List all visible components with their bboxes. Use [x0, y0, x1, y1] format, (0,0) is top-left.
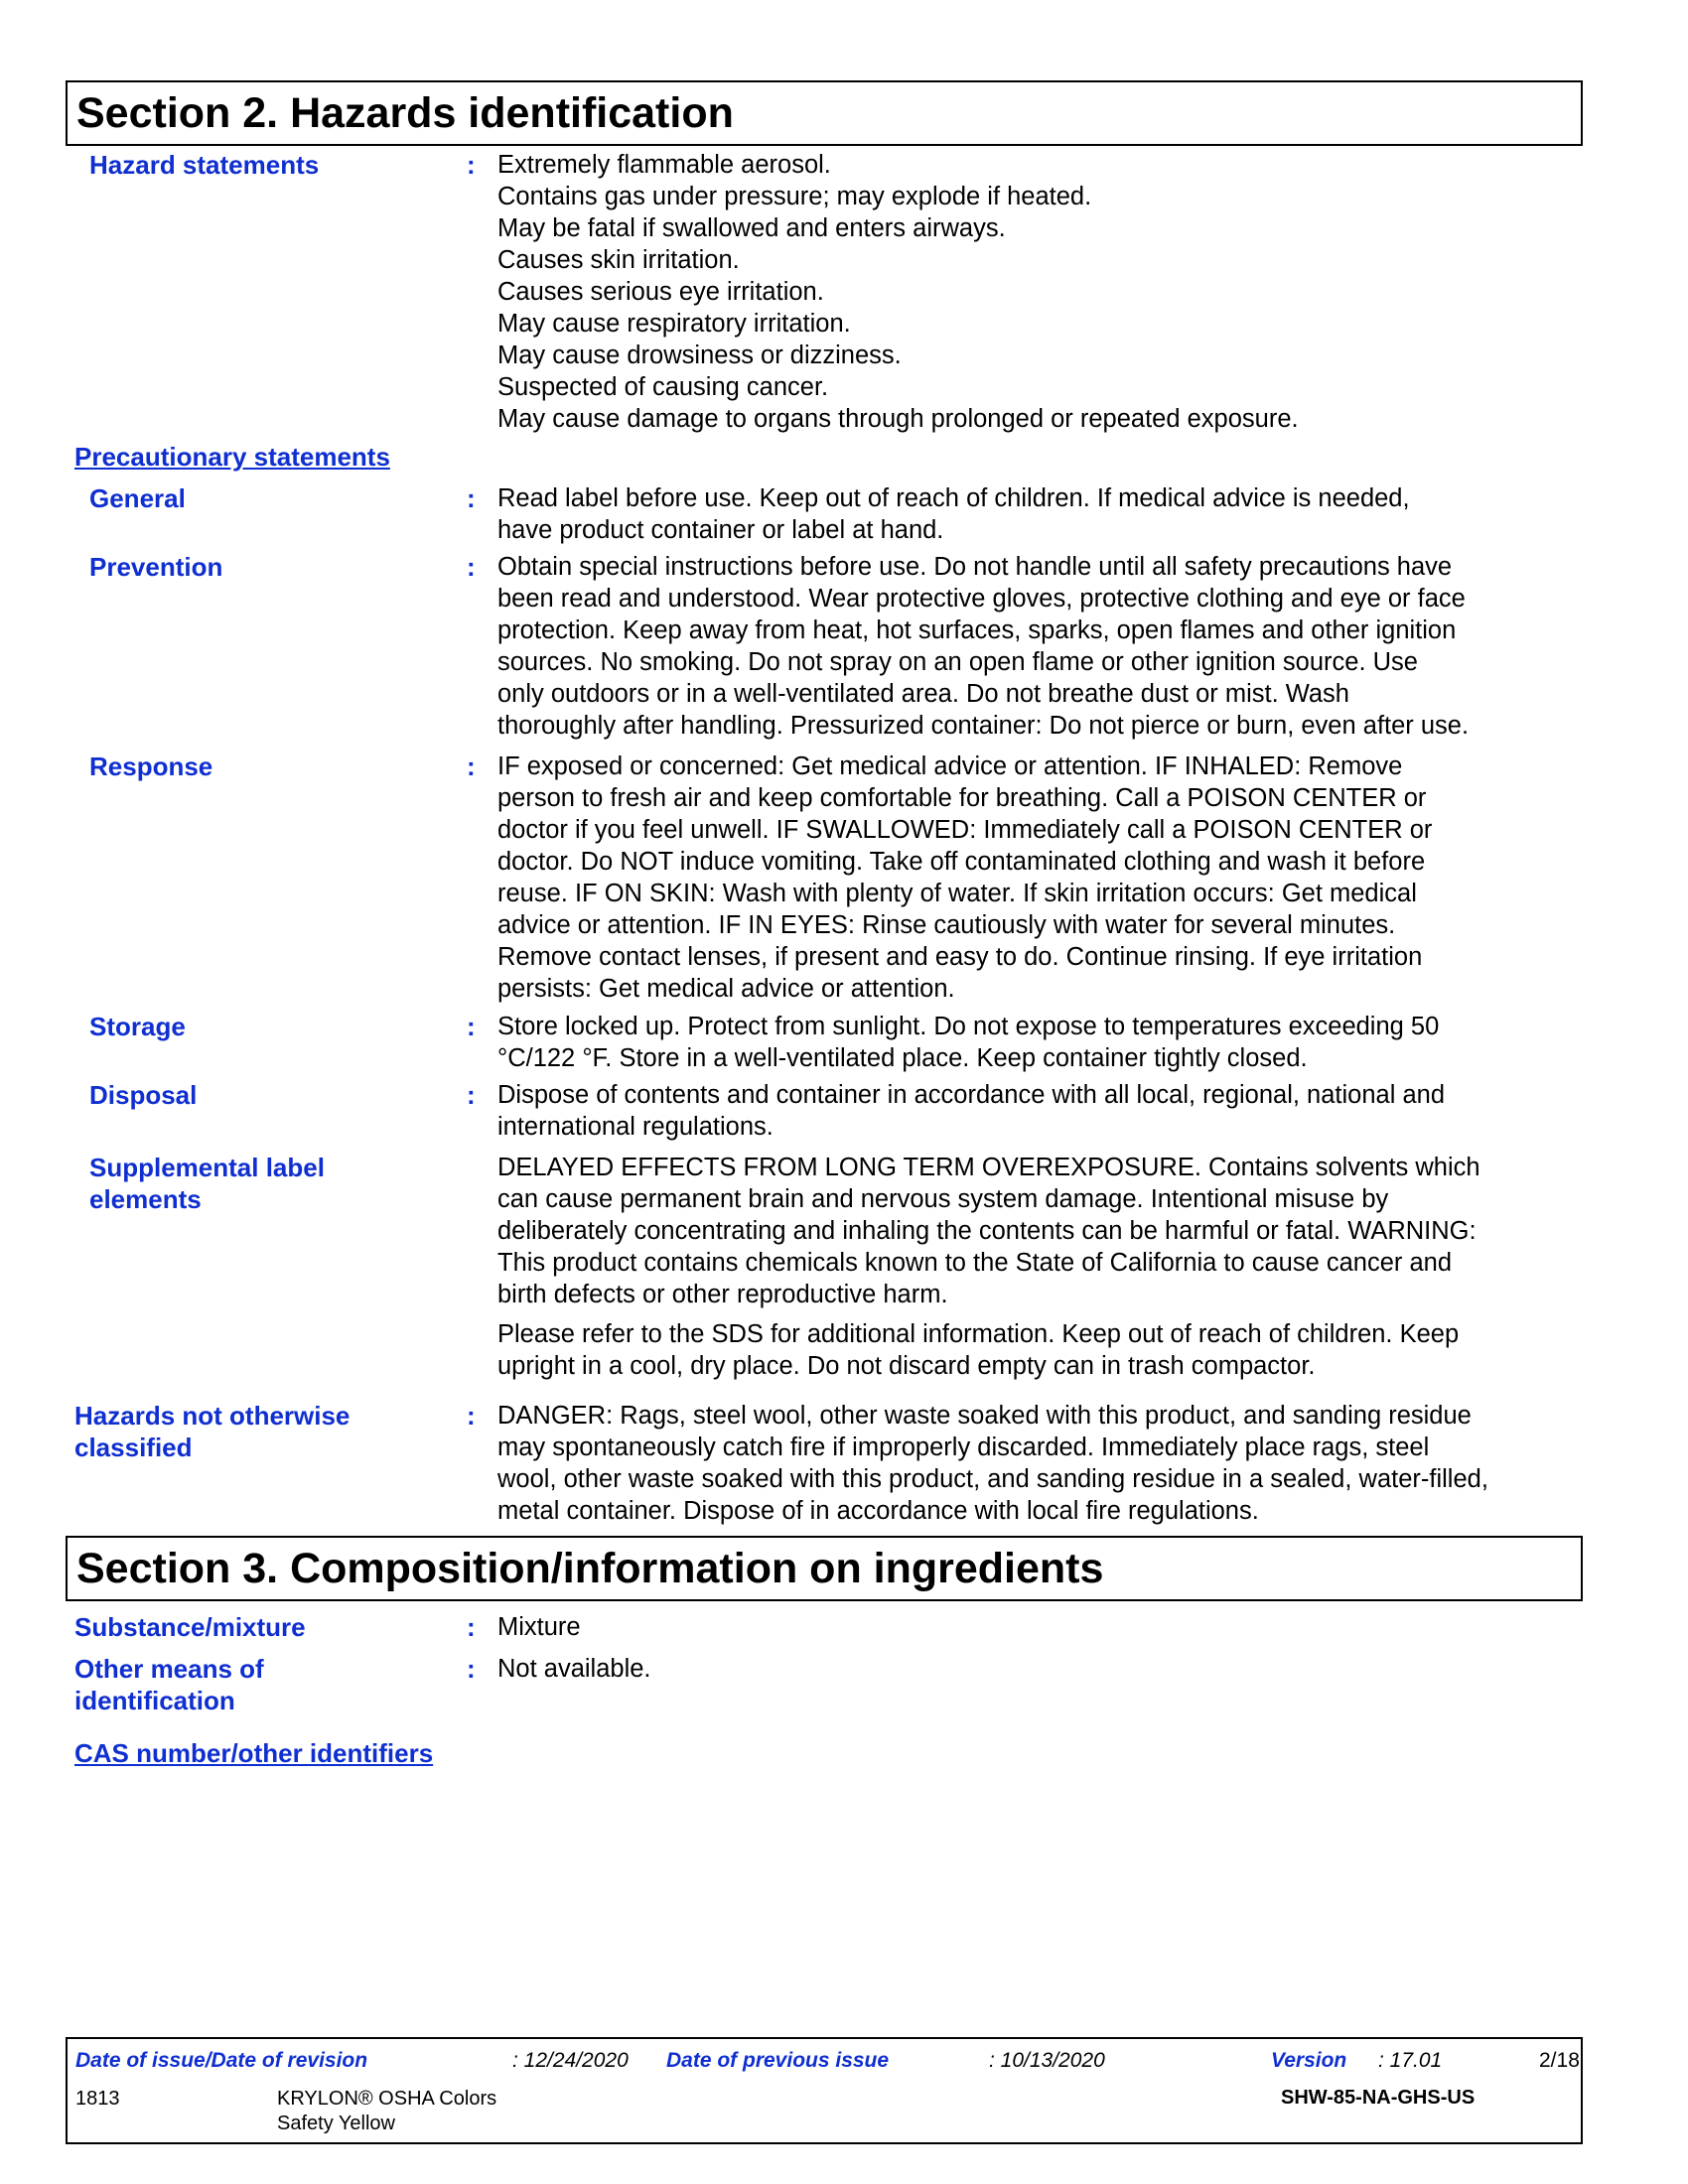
- colon: :: [467, 1012, 476, 1041]
- response-line: reuse. IF ON SKIN: Wash with plenty of water. If skin irritation occurs: Get medical: [497, 880, 1417, 907]
- prevention-label: Prevention: [89, 552, 223, 582]
- substance-value: Mixture: [497, 1613, 581, 1641]
- supplemental-label-line: Supplemental label: [89, 1153, 325, 1182]
- section-3-title: Section 3. Composition/information on ingredients: [66, 1536, 1583, 1601]
- response-line: Remove contact lenses, if present and easy to do. Continue rinsing. If eye irritation: [497, 943, 1423, 971]
- response-line: persists: Get medical advice or attention.: [497, 975, 955, 1003]
- hazard-statements-label: Hazard statements: [89, 150, 320, 180]
- prevention-line: protection. Keep away from heat, hot surfaces, sparks, open flames and other ignition: [497, 616, 1457, 644]
- other-means-label-line: Other means of: [74, 1654, 264, 1684]
- prevention-line: Obtain special instructions before use. Do not handle until all safety precautions have: [497, 553, 1453, 581]
- supplemental-line: upright in a cool, dry place. Do not discard empty can in trash compactor.: [497, 1352, 1316, 1380]
- hnoc-line: wool, other waste soaked with this product, and sanding residue in a sealed, water-filled,: [497, 1465, 1488, 1493]
- substance-label: Substance/mixture: [74, 1612, 306, 1642]
- colon: :: [467, 1612, 476, 1642]
- colon: :: [467, 1654, 476, 1684]
- hazard-line: Contains gas under pressure; may explode if heated.: [497, 183, 1092, 210]
- general-line: have product container or label at hand.: [497, 516, 944, 544]
- hazard-line: Suspected of causing cancer.: [497, 373, 829, 401]
- precautionary-statements-heading[interactable]: Precautionary statements: [74, 442, 390, 472]
- supplemental-line: DELAYED EFFECTS FROM LONG TERM OVEREXPOSURE. Contains solvents which: [497, 1154, 1480, 1181]
- hazard-line: Extremely flammable aerosol.: [497, 151, 831, 179]
- colon: :: [467, 1401, 476, 1431]
- supplemental-line: deliberately concentrating and inhaling the contents can be harmful or fatal. WARNING:: [497, 1217, 1477, 1245]
- response-value: [497, 751, 1590, 1005]
- product-name-line: Safety Yellow: [277, 2113, 395, 2134]
- cas-heading[interactable]: CAS number/other identifiers: [74, 1738, 434, 1768]
- general-label: General: [89, 483, 186, 513]
- response-line: advice or attention. IF IN EYES: Rinse cautiously with water for several minutes.: [497, 911, 1396, 939]
- product-name-line: KRYLON® OSHA Colors: [277, 2088, 497, 2110]
- supplemental-line: birth defects or other reproductive harm.: [497, 1281, 948, 1308]
- other-means-label-line: identification: [74, 1686, 235, 1715]
- supplemental-line: This product contains chemicals known to the State of California to cause cancer and: [497, 1249, 1453, 1277]
- hnoc-line: metal container. Dispose of in accordance with local fire regulations.: [497, 1497, 1259, 1525]
- colon: :: [467, 751, 476, 781]
- disposal-line: international regulations.: [497, 1113, 774, 1141]
- response-line: doctor. Do NOT induce vomiting. Take off contaminated clothing and wash it before: [497, 848, 1426, 876]
- disposal-value: [497, 1079, 1590, 1143]
- hazard-line: Causes serious eye irritation.: [497, 278, 824, 306]
- prevention-line: only outdoors or in a well-ventilated area. Do not breathe dust or mist. Wash: [497, 680, 1349, 708]
- hnoc-line: may spontaneously catch fire if improperly discarded. Immediately place rags, steel: [497, 1433, 1430, 1461]
- general-value: [497, 482, 1590, 546]
- colon: :: [467, 483, 476, 513]
- storage-value: [497, 1011, 1590, 1074]
- disposal-line: Dispose of contents and container in accordance with all local, regional, national and: [497, 1081, 1446, 1109]
- response-label: Response: [89, 751, 213, 781]
- prevention-line: thoroughly after handling. Pressurized container: Do not pierce or burn, even after use.: [497, 712, 1470, 740]
- general-line: Read label before use. Keep out of reach of children. If medical advice is needed,: [497, 484, 1410, 512]
- hnoc-line: DANGER: Rags, steel wool, other waste soaked with this product, and sanding residue: [497, 1402, 1472, 1430]
- supplemental-value: [497, 1152, 1590, 1382]
- supplemental-line: Please refer to the SDS for additional information. Keep out of reach of children. Keep: [497, 1320, 1460, 1348]
- colon: :: [467, 1080, 476, 1110]
- page-footer: [66, 2037, 1583, 2144]
- prevention-line: been read and understood. Wear protective gloves, protective clothing and eye or face: [497, 585, 1466, 613]
- hazard-line: Causes skin irritation.: [497, 246, 740, 274]
- hnoc-label: [74, 1400, 350, 1463]
- colon: :: [467, 150, 476, 180]
- other-means-value: Not available.: [497, 1655, 651, 1683]
- version-value: : 17.01: [1378, 2049, 1443, 2072]
- doc-code: SHW-85-NA-GHS-US: [1281, 2087, 1476, 2109]
- colon: :: [467, 552, 476, 582]
- prev-issue-label: Date of previous issue: [666, 2049, 890, 2072]
- product-name: [277, 2087, 496, 2136]
- version-label: Version: [1271, 2049, 1347, 2072]
- storage-line: Store locked up. Protect from sunlight. Do not expose to temperatures exceeding 50: [497, 1013, 1440, 1040]
- storage-label: Storage: [89, 1012, 186, 1041]
- section-2-title: Section 2. Hazards identification: [66, 80, 1583, 146]
- storage-line: °C/122 °F. Store in a well-ventilated place. Keep container tightly closed.: [497, 1044, 1308, 1072]
- prevention-value: [497, 551, 1590, 742]
- response-line: person to fresh air and keep comfortable for breathing. Call a POISON CENTER or: [497, 784, 1427, 812]
- page-number: 2/18: [1539, 2049, 1580, 2072]
- disposal-label: Disposal: [89, 1080, 198, 1110]
- hazard-line: May be fatal if swallowed and enters airways.: [497, 214, 1006, 242]
- date-issue-value: : 12/24/2020: [512, 2049, 629, 2072]
- supplemental-label: [89, 1152, 325, 1215]
- other-means-label: [74, 1653, 264, 1716]
- prevention-line: sources. No smoking. Do not spray on an open flame or other ignition source. Use: [497, 648, 1418, 676]
- date-issue-label: Date of issue/Date of revision: [75, 2049, 368, 2072]
- product-code: 1813: [75, 2088, 120, 2110]
- supplemental-label-line: elements: [89, 1184, 202, 1214]
- prev-issue-value: : 10/13/2020: [989, 2049, 1105, 2072]
- hnoc-label-line: classified: [74, 1433, 193, 1462]
- hazard-line: May cause respiratory irritation.: [497, 310, 851, 338]
- hazard-line: May cause damage to organs through prolonged or repeated exposure.: [497, 405, 1299, 433]
- hazard-statements-value: [497, 149, 1590, 435]
- response-line: IF exposed or concerned: Get medical advice or attention. IF INHALED: Remove: [497, 752, 1403, 780]
- response-line: doctor if you feel unwell. IF SWALLOWED: Immediately call a POISON CENTER or: [497, 816, 1433, 844]
- hnoc-label-line: Hazards not otherwise: [74, 1401, 351, 1431]
- hnoc-value: [497, 1400, 1590, 1527]
- hazard-line: May cause drowsiness or dizziness.: [497, 341, 902, 369]
- supplemental-line: can cause permanent brain and nervous system damage. Intentional misuse by: [497, 1185, 1389, 1213]
